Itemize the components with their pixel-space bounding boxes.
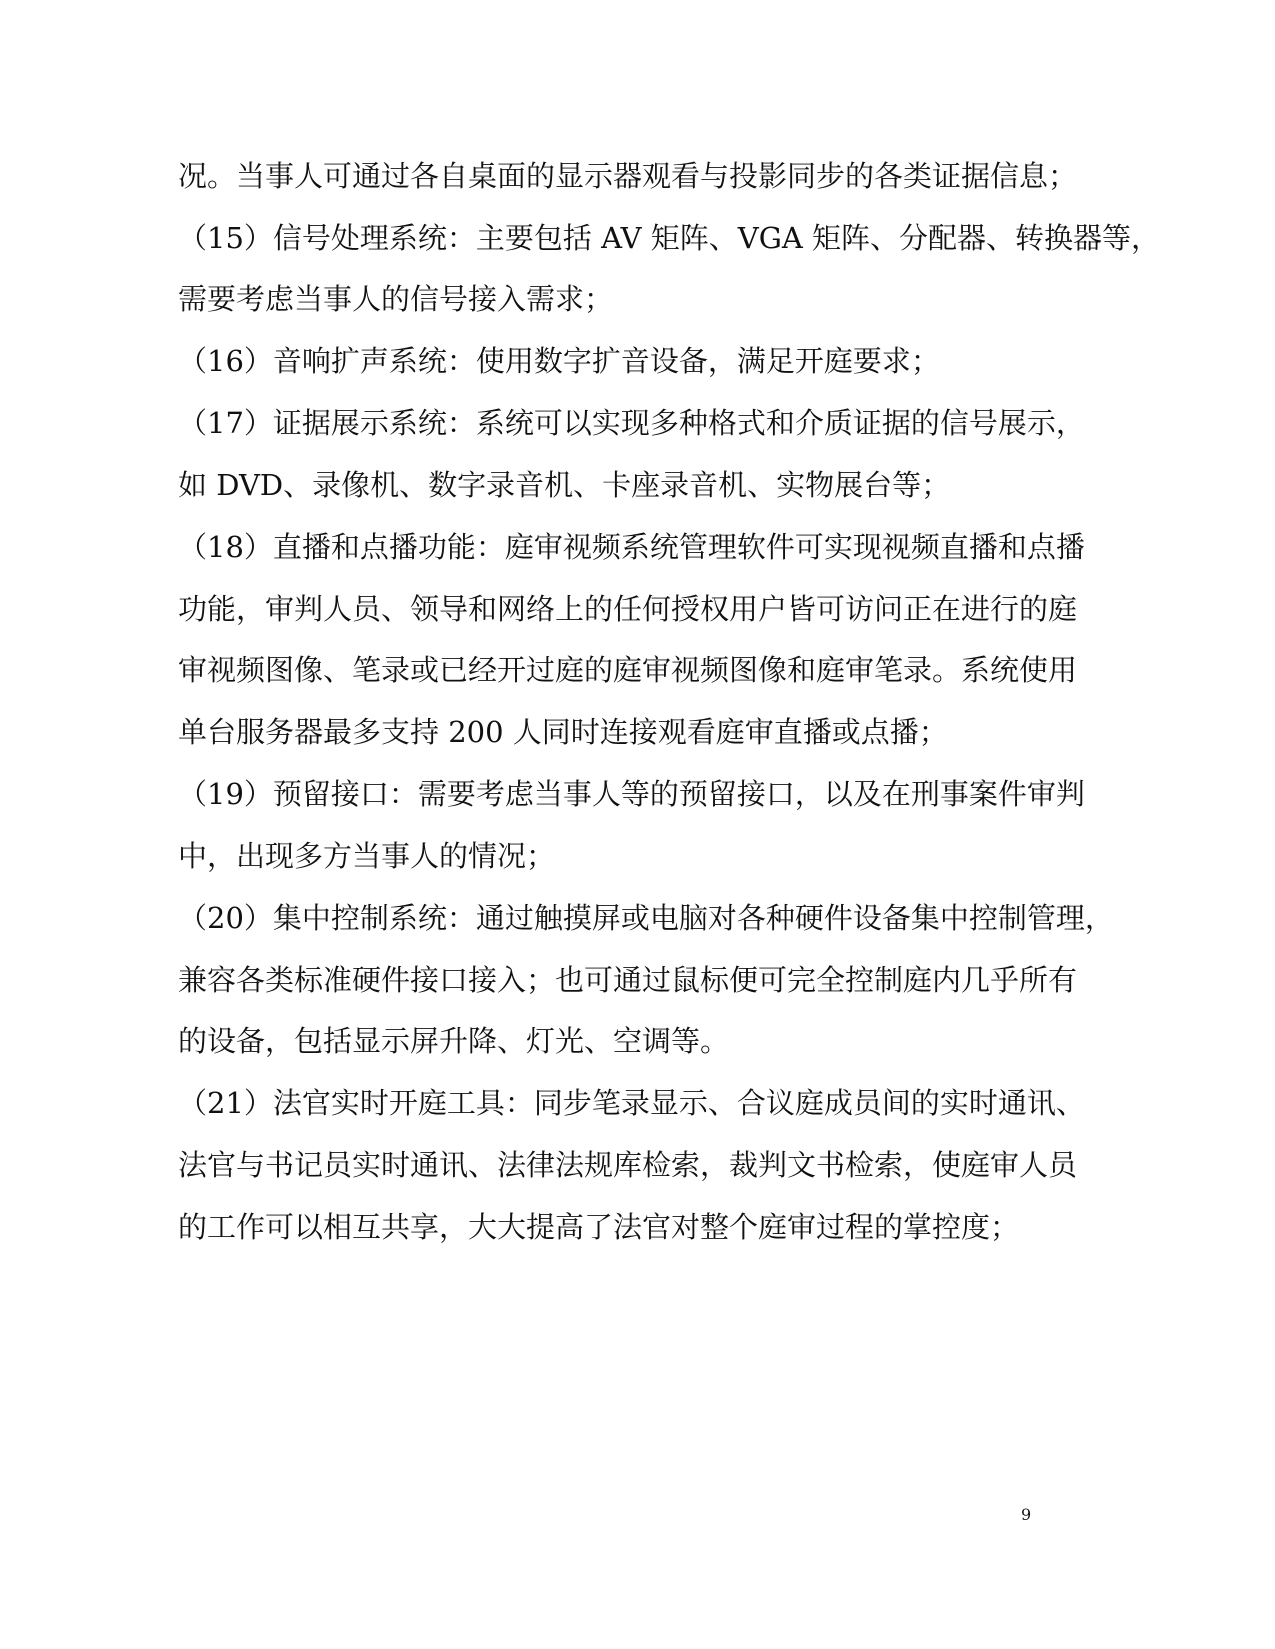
text-line-18: 的工作可以相互共享，大大提高了法官对整个庭审过程的掌控度；: [178, 1210, 1020, 1244]
text-line-12: 中，出现多方当事人的情况；: [178, 839, 556, 873]
text-line-17: 法官与书记员实时通讯、法律法规库检索，裁判文书检索，使庭审人员: [178, 1148, 1078, 1182]
page-number: 9: [1021, 1505, 1032, 1524]
text-line-15: 的设备，包括显示屏升降、灯光、空调等。: [178, 1024, 730, 1058]
text-line-7: （18）直播和点播功能：庭审视频系统管理软件可实现视频直播和点播: [178, 530, 1085, 564]
text-line-1: 况。当事人可通过各自桌面的显示器观看与投影同步的各类证据信息；: [178, 159, 1078, 193]
text-line-10: 单台服务器最多支持 200 人同时连接观看庭审直播或点播；: [178, 715, 948, 749]
text-line-9: 审视频图像、笔录或已经开过庭的庭审视频图像和庭审笔录。系统使用: [178, 653, 1078, 687]
text-line-3: 需要考虑当事人的信号接入需求；: [178, 282, 614, 316]
text-line-16: （21）法官实时开庭工具：同步笔录显示、合议庭成员间的实时通讯、: [178, 1086, 1085, 1120]
text-line-6: 如 DVD、录像机、数字录音机、卡座录音机、实物展台等；: [178, 468, 951, 502]
text-line-2: （15）信号处理系统：主要包括 AV 矩阵、VGA 矩阵、分配器、转换器等，: [178, 221, 1161, 255]
text-line-14: 兼容各类标准硬件接口接入；也可通过鼠标便可完全控制庭内几乎所有: [178, 963, 1078, 997]
text-line-5: （17）证据展示系统：系统可以实现多种格式和介质证据的信号展示，: [178, 406, 1085, 440]
text-line-11: （19）预留接口：需要考虑当事人等的预留接口，以及在刑事案件审判: [178, 777, 1085, 811]
text-line-8: 功能，审判人员、领导和网络上的任何授权用户皆可访问正在进行的庭: [178, 592, 1078, 626]
text-line-4: （16）音响扩声系统：使用数字扩音设备，满足开庭要求；: [178, 344, 940, 378]
text-line-13: （20）集中控制系统：通过触摸屏或电脑对各种硬件设备集中控制管理，: [178, 901, 1114, 935]
